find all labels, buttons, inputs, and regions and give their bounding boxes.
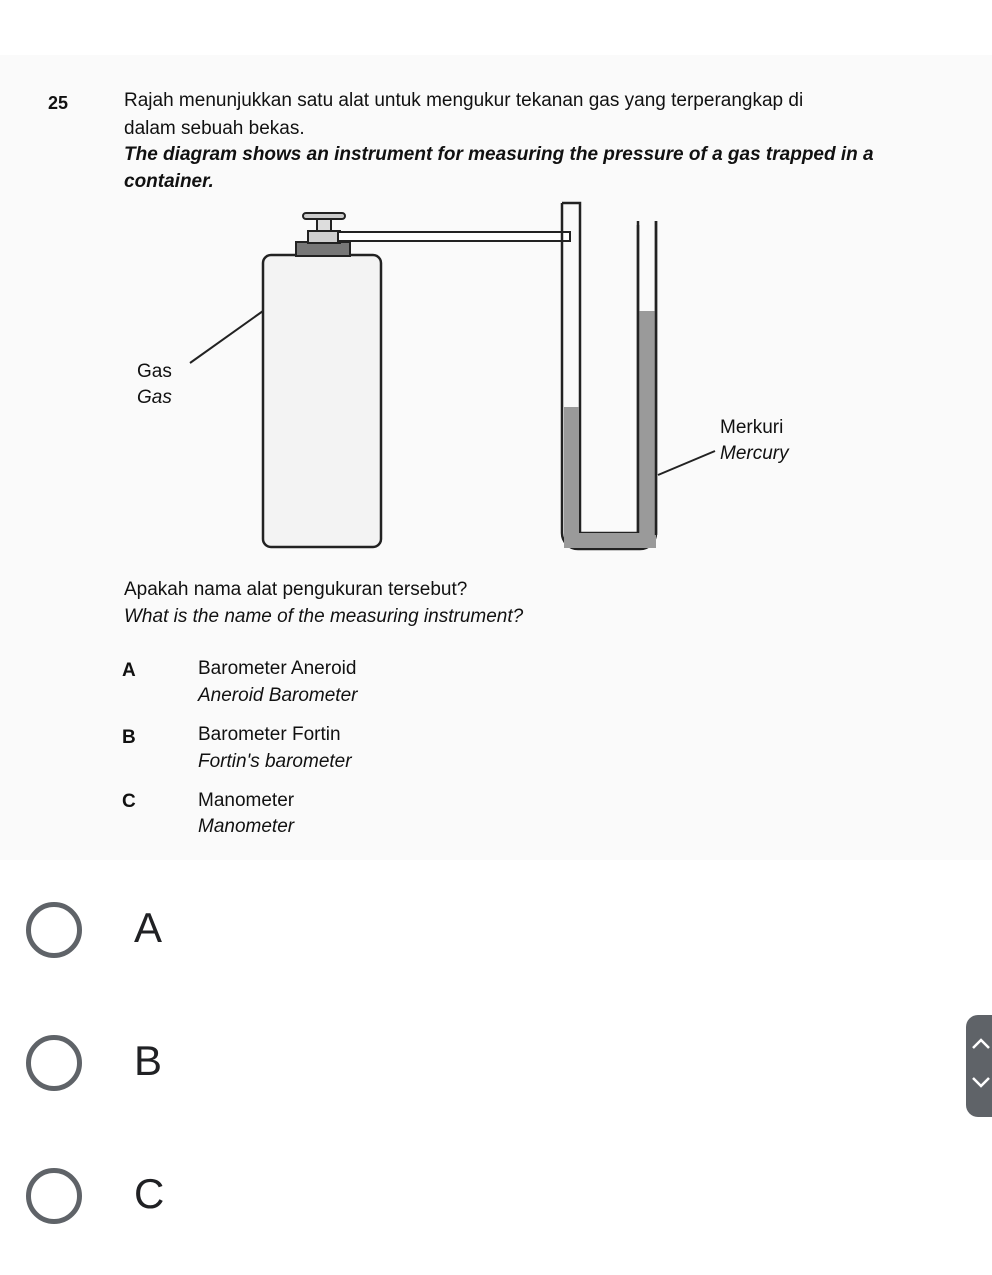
option-b-en: Fortin's barometer <box>198 751 352 772</box>
option-b-ms: Barometer Fortin <box>198 724 341 745</box>
valve-body <box>308 231 340 243</box>
option-a-ms: Barometer Aneroid <box>198 658 357 679</box>
chevron-down-icon[interactable] <box>970 1075 992 1089</box>
mercury-right <box>638 311 655 547</box>
mercury-label-ms: Merkuri <box>720 417 784 438</box>
radio-button-b[interactable] <box>26 1035 82 1091</box>
radio-button-a[interactable] <box>26 902 82 958</box>
mercury-left <box>564 407 579 547</box>
answer-label-b: B <box>134 1037 163 1084</box>
scroll-navigator[interactable] <box>966 1015 992 1117</box>
option-c-en: Manometer <box>198 816 295 837</box>
question-stem-ms-1: Rajah menunjukkan satu alat untuk mengukur tekanan gas yang terperangkap di <box>124 90 804 111</box>
gas-label-en: Gas <box>137 387 172 408</box>
cylinder-neck <box>296 242 350 256</box>
gas-label-ms: Gas <box>137 361 172 382</box>
option-b-letter: B <box>122 727 136 748</box>
answer-label-a: A <box>134 904 163 951</box>
option-a-en: Aneroid Barometer <box>198 685 358 706</box>
mercury-pointer <box>658 451 715 475</box>
gas-cylinder <box>263 255 381 547</box>
question-stem-en-1: The diagram shows an instrument for measuring the pressure of a gas trapped in a <box>124 144 874 165</box>
question-stem-ms-2: dalam sebuah bekas. <box>124 118 305 139</box>
gas-pointer <box>190 311 263 363</box>
answer-choice-a[interactable] <box>26 902 326 972</box>
question-stem-en-2: container. <box>124 171 214 192</box>
option-c-ms: Manometer <box>198 790 295 811</box>
answer-choice-b[interactable] <box>26 1035 326 1105</box>
option-c-letter: C <box>122 791 136 812</box>
radio-button-c[interactable] <box>26 1168 82 1224</box>
option-a-letter: A <box>122 660 136 681</box>
prompt-en: What is the name of the measuring instrument? <box>124 606 524 627</box>
answer-choice-c[interactable] <box>26 1168 326 1238</box>
answer-label-c: C <box>134 1170 165 1217</box>
question-number: 25 <box>48 93 69 113</box>
mercury-label-en: Mercury <box>720 443 789 464</box>
connecting-pipe <box>338 232 570 241</box>
prompt-ms: Apakah nama alat pengukuran tersebut? <box>124 579 468 600</box>
manometer-diagram <box>120 195 820 565</box>
chevron-up-icon[interactable] <box>970 1037 992 1051</box>
